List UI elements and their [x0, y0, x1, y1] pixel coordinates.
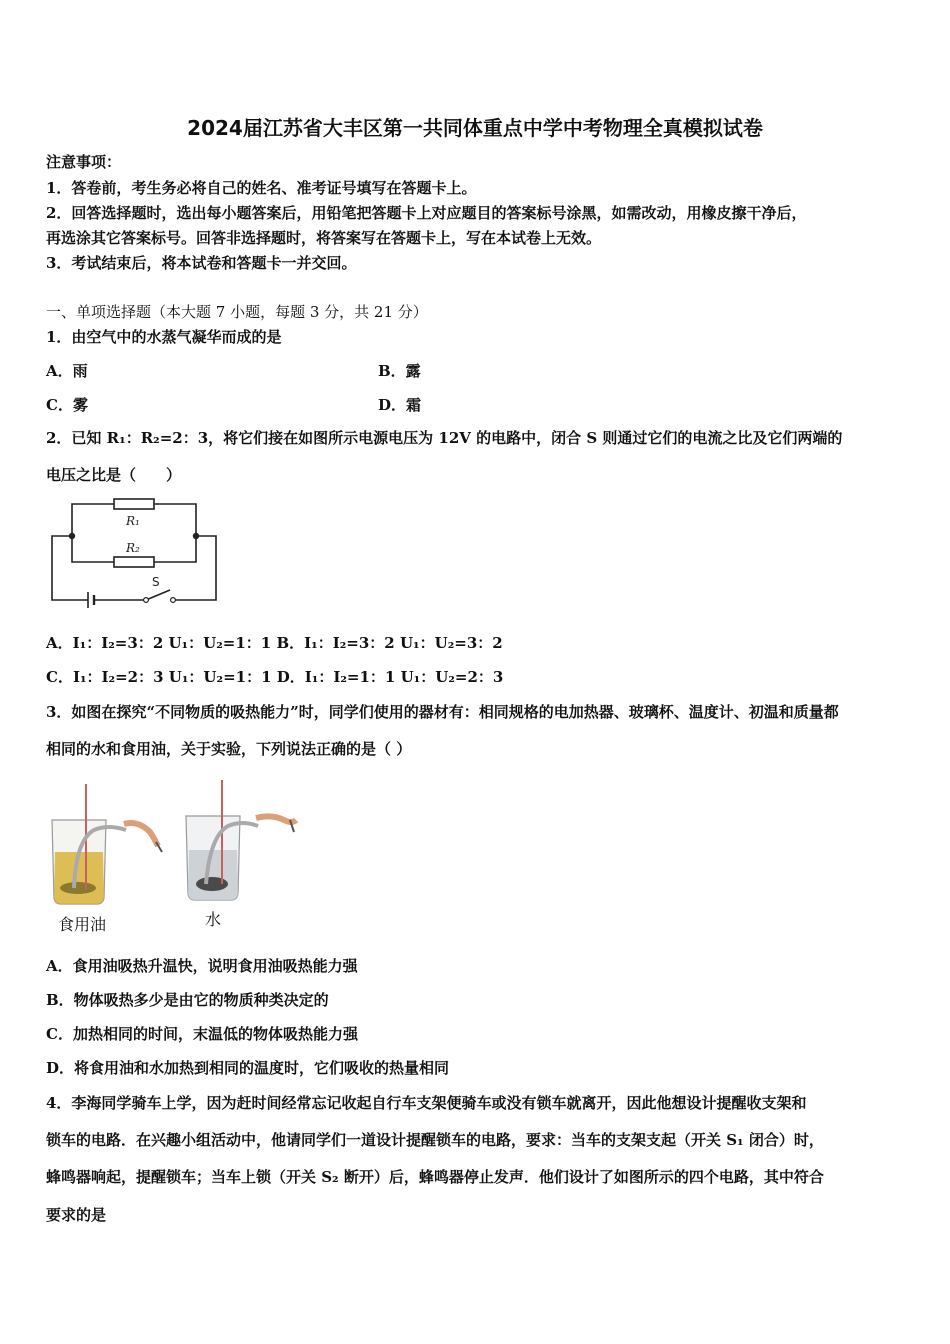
q3-stem-cont: 相同的水和食用油，关于实验，下列说法正确的是（ ） [46, 740, 412, 758]
junction-dot [69, 533, 75, 539]
notice-item: 1．答卷前，考生务必将自己的姓名、准考证号填写在答题卡上。 [46, 179, 477, 197]
section-heading: 一、单项选择题（本大题 7 小题，每题 3 分，共 21 分） [46, 303, 428, 321]
notice-item: 3．考试结束后，将本试卷和答题卡一并交回。 [46, 254, 357, 272]
q4-stem-cont: 蜂鸣器响起，提醒锁车；当车上锁（开关 S₂ 断开）后，蜂鸣器停止发声．他们设计了如图所示的四个电路，其中符合 [46, 1168, 824, 1186]
water-label: 水 [205, 910, 222, 929]
notice-item: 2．回答选择题时，选出每小题答案后，用铅笔把答题卡上对应题目的答案标号涂黑，如需改动，用橡皮擦干净后， [46, 204, 807, 222]
q4-stem: 4．李海同学骑车上学，因为赶时间经常忘记收起自行车支架便骑车或没有锁车就离开，因此他想设计提醒收支架和 [46, 1094, 807, 1112]
switch-label: S [152, 575, 160, 589]
notice-item: 再选涂其它答案标号。回答非选择题时，将答案写在答题卡上，写在本试卷上无效。 [46, 229, 602, 247]
q3-option-a: A．食用油吸热升温快，说明食用油吸热能力强 [46, 957, 358, 975]
q1-option-c: C．雾 [46, 396, 88, 414]
oil-label: 食用油 [58, 915, 107, 934]
q1-option-b: B．露 [378, 362, 421, 380]
q3-option-d: D．将食用油和水加热到相同的温度时，它们吸收的热量相同 [46, 1059, 450, 1077]
q2-stem: 2．已知 R₁：R₂=2：3，将它们接在如图所示电源电压为 12V 的电路中，闭合 S 则通过它们的电流之比及它们两端的 [46, 429, 843, 447]
oil-beaker [52, 784, 162, 904]
resistor-r1-label: R₁ [126, 514, 140, 528]
q2-options-row: C．I₁：I₂=2：3 U₁：U₂=1：1 D．I₁：I₂=1：1 U₁：U₂=2：3 [46, 668, 504, 686]
q1-option-d: D．霜 [378, 396, 422, 414]
junction-dot [193, 533, 199, 539]
q1-stem: 1．由空气中的水蒸气凝华而成的是 [46, 328, 282, 346]
page-title: 2024届江苏省大丰区第一共同体重点中学中考物理全真模拟试卷 [187, 116, 763, 140]
q4-stem-cont: 锁车的电路．在兴趣小组活动中，他请同学们一道设计提醒锁车的电路，要求：当车的支架支起（开关 S₁ 闭合）时， [46, 1131, 824, 1149]
water-beaker [186, 780, 296, 900]
q1-option-a: A．雨 [46, 362, 88, 380]
resistor-r2-label: R₂ [126, 541, 140, 555]
q3-option-b: B．物体吸热多少是由它的物质种类决定的 [46, 991, 329, 1009]
q3-option-c: C．加热相同的时间，末温低的物体吸热能力强 [46, 1025, 358, 1043]
q2-stem-cont: 电压之比是（ ） [46, 466, 182, 484]
q4-stem-cont: 要求的是 [46, 1206, 107, 1224]
notice-heading: 注意事项： [46, 153, 122, 171]
q3-beakers-figure [46, 780, 302, 910]
q2-circuit-figure [46, 492, 224, 610]
q3-stem: 3．如图在探究“不同物质的吸热能力”时，同学们使用的器材有：相同规格的电加热器、玻璃杯、温度计、初温和质量都 [46, 703, 839, 721]
q2-options-row: A．I₁：I₂=3：2 U₁：U₂=1：1 B．I₁：I₂=3：2 U₁：U₂=3：2 [46, 634, 503, 652]
